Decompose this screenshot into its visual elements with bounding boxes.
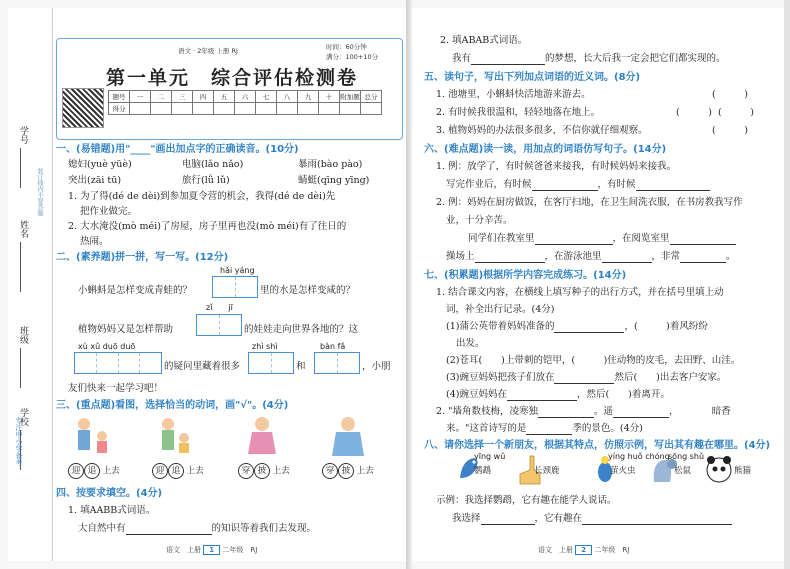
option-zhui[interactable]: 追: [168, 463, 184, 479]
write-box-haiyang[interactable]: [212, 276, 258, 298]
animal-pinyin-1: yīng wǔ: [474, 452, 506, 461]
s4-line1: [78, 520, 316, 535]
s5-q2: 2. 有时候我很温和，轻轻地落在地上。: [436, 107, 601, 118]
score-header-cell: 七: [256, 91, 277, 103]
name-line[interactable]: [20, 242, 21, 292]
s7-r3: [446, 369, 726, 384]
school-label: 学校: [18, 408, 28, 426]
s2-line3a: 的疑问里藏着很多: [164, 361, 241, 372]
s7-r3a: (3)豌豆妈妈把孩子们放在: [446, 372, 555, 383]
verb-choice-3[interactable]: [238, 463, 290, 479]
s2-line4: 友们快来一起学习吧！: [68, 383, 164, 394]
option-zhui[interactable]: 追: [84, 463, 100, 479]
s5-answer-2b[interactable]: ( ): [718, 107, 754, 118]
score-header-cell: 六: [235, 91, 256, 103]
write-box-zhishi[interactable]: [248, 352, 294, 374]
s7-q2d: 来。"这首诗写的是: [446, 423, 527, 434]
pinyin-choice-4[interactable]: 突出(zāi tū): [68, 175, 122, 186]
s7-r4b: ，然后( )着离开。: [576, 389, 670, 400]
s7-q2a: 2. "墙角数枝梅，凌寒独: [436, 406, 538, 417]
score-header-cell: 题号: [109, 91, 130, 103]
choice-tail: 上去: [186, 466, 204, 476]
choice-tail: 上去: [102, 466, 120, 476]
score-cell[interactable]: [193, 103, 214, 115]
score-cell[interactable]: [277, 103, 298, 115]
name-label: 姓名: [18, 220, 28, 238]
page-number: 1: [203, 545, 220, 555]
page-edge: [784, 0, 790, 569]
score-header-cell: 一: [130, 91, 151, 103]
pinyin-haiyang: hǎi yáng: [220, 266, 255, 275]
s2-line2b: 的娃娃走向世界各地的？这: [244, 324, 359, 335]
s6-q2e: 操场上: [446, 251, 475, 262]
score-cell[interactable]: [361, 103, 382, 115]
s7-r2[interactable]: (2)苍耳( )上带刺的铠甲，( )住动物的皮毛，去田野、山洼。: [446, 355, 741, 366]
s6-q2h: 。: [726, 251, 736, 262]
s5-answer-3[interactable]: ( ): [712, 125, 748, 136]
poem-blank-2[interactable]: [613, 406, 669, 418]
time-limit: 时间：60分钟: [326, 43, 367, 51]
footer-subject: 语文 上册: [166, 546, 201, 554]
s5-answer-2a[interactable]: ( ): [676, 107, 712, 118]
pinyin-ziji: zǐ jī: [206, 303, 233, 312]
adult-child-picture-2: [154, 414, 194, 458]
section-2-title: 二、(素养题)拼一拼，写一写。(12分): [56, 252, 229, 263]
sentence-2b: 热闹。: [80, 236, 109, 247]
s6-q2-answer-2: [446, 248, 736, 263]
s4-line1a: 大自然中有: [78, 523, 126, 534]
score-header-cell: 十: [319, 91, 340, 103]
score-cell[interactable]: [340, 103, 361, 115]
verb-choice-2[interactable]: [152, 463, 204, 479]
s7-blank-2[interactable]: [554, 372, 614, 384]
animal-name-5: 熊猫: [734, 466, 752, 476]
s2-line3c: ，小朋: [362, 361, 391, 372]
animal-name-3: 萤火虫: [610, 466, 636, 476]
section-7-title: 七、(积累题)根据所学内容完成练习。(14分): [424, 270, 627, 281]
sentence-1a[interactable]: 1. 为了得(dé de dèi)到参加夏令营的机会，我得(dé de dèi)先: [68, 191, 336, 202]
s5-answer-1[interactable]: ( ): [712, 89, 748, 100]
s7-q2: [436, 403, 731, 418]
right-page: [412, 8, 784, 561]
s6-blank-5[interactable]: [475, 251, 545, 263]
s4-q1: 1. 填AABB式词语。: [68, 505, 156, 516]
s6-q2g: ，非常: [651, 251, 681, 262]
s7-r1c: 出发。: [456, 338, 485, 349]
animal-pinyin-3: yíng huǒ chóng: [608, 452, 670, 461]
option-chuan[interactable]: 穿: [238, 463, 254, 479]
adult-child-picture-1: [72, 414, 112, 458]
score-table: [108, 90, 382, 115]
verb-choice-4[interactable]: [322, 463, 374, 479]
binding-gutter: [8, 8, 53, 561]
abab-line-b: 的梦想，长大后我一定会把它们都实现的。: [545, 53, 726, 64]
left-page: [8, 8, 406, 561]
score-header-cell: 二: [151, 91, 172, 103]
score-header-cell: 总分: [361, 91, 382, 103]
student-number-label: 学号: [18, 126, 28, 144]
class-line[interactable]: [20, 348, 21, 388]
s2-line1b: 里的水是怎样变咸的？: [260, 285, 356, 296]
animal-pinyin-4: sōng shǔ: [668, 452, 705, 461]
s6-q2d: ，在阅览室里: [612, 233, 670, 244]
s8-answer: [452, 510, 732, 525]
pinyin-xuxuduoduo: xù xǔ duō duō: [78, 342, 136, 351]
option-ying[interactable]: 迎: [152, 463, 168, 479]
s6-q2: 2. 例：妈妈在厨房做饭，在客厅扫地，在卫生间洗衣服，在书房教我写作: [436, 197, 743, 208]
s6-blank-7[interactable]: [680, 251, 726, 263]
score-cell[interactable]: [130, 103, 151, 115]
publisher-brand: 专注中小学备考: [15, 417, 23, 466]
s6-blank-6[interactable]: [602, 251, 652, 263]
score-cell: 得分: [109, 103, 130, 115]
s6-q1b: 写完作业后，有时候: [446, 179, 532, 190]
subject-meta: 语文 · 2年级 上册 RJ: [178, 47, 238, 55]
choice-tail: 上去: [272, 466, 290, 476]
left-content: [56, 8, 400, 561]
s7-q1a: 1. 结合课文内容，在横线上填写种子的出行方式，并在括号里填上动: [436, 287, 724, 298]
qr-code: [62, 88, 104, 128]
s7-r1a: (1)蒲公英带着妈妈准备的: [446, 321, 555, 332]
write-box-ziji[interactable]: [196, 314, 242, 336]
class-label: 班级: [18, 326, 28, 344]
page-title: 第一单元 综合评估检测卷: [106, 67, 359, 89]
student-number-line[interactable]: [20, 148, 21, 188]
verb-choice-1[interactable]: [68, 463, 120, 479]
abab-blank[interactable]: [471, 53, 545, 65]
animal-name-2: 长颈鹿: [534, 466, 560, 476]
score-header-cell: 三: [172, 91, 193, 103]
s6-blank-2[interactable]: [636, 179, 710, 191]
score-cell[interactable]: [298, 103, 319, 115]
s4-line1b: 的知识等着我们去发现。: [211, 523, 317, 534]
right-footer: [538, 545, 629, 555]
aabb-blank[interactable]: [126, 523, 212, 535]
section-8-title: 八、请你选择一个新朋友，根据其特点，仿照示例，写出其有趣在哪里。(4分): [424, 440, 771, 451]
season-blank[interactable]: [526, 423, 572, 435]
section-3-title: 三、(重点题)看图，选择恰当的动词，画"√"。(4分): [56, 400, 289, 411]
s7-r4a: (4)豌豆妈妈在: [446, 389, 507, 400]
s4-q2: 2. 填ABAB式词语。: [440, 35, 528, 46]
option-chuan[interactable]: 穿: [322, 463, 338, 479]
full-score: 满分：100+10分: [326, 53, 379, 61]
choice-tail: 上去: [356, 466, 374, 476]
s6-q2f: ，在游泳池里: [544, 251, 602, 262]
write-box-banfa[interactable]: [314, 352, 360, 374]
sentence-1b: 把作业做完。: [80, 206, 138, 217]
pinyin-choice-2[interactable]: 电脑(lǎo nǎo): [182, 159, 244, 170]
s7-r1b: ，( )着风纷纷: [624, 321, 708, 332]
s7-q2-line2: [446, 420, 643, 435]
pinyin-choice-5[interactable]: 旅行(lǚ lǔ): [182, 175, 230, 186]
footer-grade: 二年级 RJ: [222, 546, 258, 554]
write-box-xuxuduoduo[interactable]: [74, 352, 162, 374]
abab-line: [452, 50, 726, 65]
section-4-title: 四、按要求填空。(4分): [56, 488, 163, 499]
score-cell[interactable]: [214, 103, 235, 115]
section-6-title: 六、(难点题)读一读，用加点的词语仿写句子。(14分): [424, 144, 667, 155]
s5-q3: 3. 植物妈妈的办法很多很多，不信你就仔细观察。: [436, 125, 648, 136]
s8-a2: ，它有趣在: [534, 513, 583, 524]
s2-line3b: 和: [296, 361, 306, 372]
animal-name-4: 松鼠: [674, 466, 692, 476]
score-header-cell: 四: [193, 91, 214, 103]
animal-name-1: 鹦鹉: [474, 466, 492, 476]
left-footer: [166, 545, 257, 555]
option-ying[interactable]: 迎: [68, 463, 84, 479]
s7-q2c: ， 暗香: [668, 406, 731, 417]
interest-blank[interactable]: [582, 513, 732, 525]
panda-icon: [702, 452, 736, 486]
s7-q2e: 季的景色。(4分): [572, 423, 643, 434]
footer-subject: 语文 上册: [538, 546, 573, 554]
sentence-2a[interactable]: 2. 大水淹没(mò méi)了房屋，房子里再也没(mò méi)有了往日的: [68, 221, 347, 232]
section-1-title: 一、(易错题)用"____"画出加点字的正确读音。(10分): [56, 144, 299, 155]
s7-r1: [446, 318, 708, 333]
pinyin-choice-3[interactable]: 暴雨(bào pào): [298, 159, 363, 170]
s6-q1c: ，有时候: [597, 179, 636, 190]
animal-choice-blank[interactable]: [481, 513, 535, 525]
s7-r4: [446, 386, 670, 401]
s8-example: 示例：我选择鹦鹉，它有趣在能学人说话。: [436, 495, 617, 506]
s7-blank-3[interactable]: [507, 389, 577, 401]
score-header-cell: 八: [277, 91, 298, 103]
s2-line2a: 植物妈妈又是怎样帮助: [78, 324, 174, 335]
abab-line-a: 我有: [452, 53, 472, 64]
s7-blank-1[interactable]: [554, 321, 624, 333]
s6-q2c: 同学们在教室里: [468, 233, 535, 244]
s6-q2-answer-1: [468, 230, 736, 245]
score-cell[interactable]: [151, 103, 172, 115]
footer-grade: 二年级 RJ: [594, 546, 630, 554]
s2-line1a: 小蝌蚪是怎样变成青蛙的？: [78, 285, 193, 296]
s7-r3c: 然后( )出去客户安家。: [614, 372, 727, 383]
score-header-cell: 附加题: [340, 91, 361, 103]
s7-q1b: 词，补全出行记录。(4分): [446, 304, 555, 315]
s6-q1: 1. 例：放学了，有时候爸爸来接我，有时候妈妈来接我。: [436, 161, 677, 172]
pinyin-choice-1[interactable]: 媳妇(yuè yüè): [68, 159, 132, 170]
s6-blank-4[interactable]: [670, 233, 736, 245]
score-cell[interactable]: [235, 103, 256, 115]
s6-q2b: 业，十分辛苦。: [446, 215, 513, 226]
poem-blank-1[interactable]: [538, 406, 594, 418]
score-cell[interactable]: [256, 103, 277, 115]
pinyin-zhishi: zhì shì: [252, 342, 278, 351]
s5-q1: 1. 池塘里，小蝌蚪快活地游来游去。: [436, 89, 591, 100]
score-cell[interactable]: [319, 103, 340, 115]
s7-q2b: 。遥: [593, 406, 613, 417]
binding-note: 装订线内不要答题: [36, 168, 43, 216]
score-header-cell: 五: [214, 91, 235, 103]
option-pi[interactable]: 披: [338, 463, 354, 479]
s8-a1: 我选择: [452, 513, 481, 524]
pinyin-choice-6[interactable]: 蜻蜓(qīng yīng): [298, 175, 370, 186]
girl-coat-picture: [242, 414, 282, 458]
pinyin-banfa: bàn fǎ: [320, 342, 346, 351]
s6-blank-3[interactable]: [535, 233, 613, 245]
page-number: 2: [575, 545, 592, 555]
section-5-title: 五、读句子，写出下列加点词语的近义词。(8分): [424, 72, 641, 83]
cloak-picture: [328, 414, 368, 458]
option-pi[interactable]: 披: [254, 463, 270, 479]
score-header-cell: 九: [298, 91, 319, 103]
s6-blank-1[interactable]: [532, 179, 598, 191]
s6-q1-answer: [446, 176, 710, 191]
score-cell[interactable]: [172, 103, 193, 115]
